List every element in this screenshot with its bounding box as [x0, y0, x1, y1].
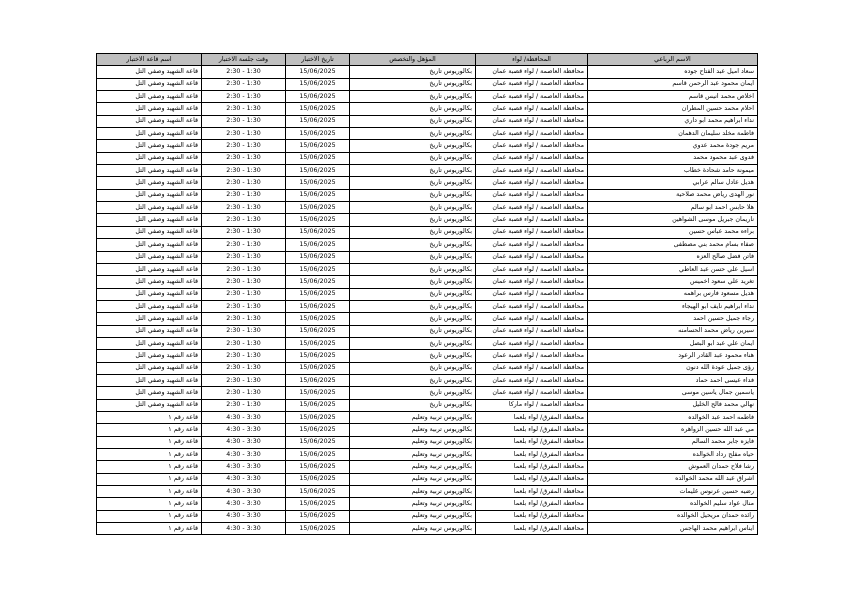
table-row: [97, 337, 758, 349]
governorate-cell: محافظة العاصمة / لواء قصبة عمان: [476, 362, 588, 374]
session-time-cell: 3:30 - 4:30: [202, 523, 286, 535]
full-name-cell: منال عواد سليم الخوالده: [588, 498, 758, 510]
exam-date-cell: 15/06/2025: [286, 78, 350, 90]
governorate-cell: محافظة المفرق/ لواء بلعما: [476, 473, 588, 485]
governorate-cell: محافظة المفرق/ لواء بلعما: [476, 461, 588, 473]
session-time-cell: 1:30 - 2:30: [202, 313, 286, 325]
exam-date-cell: 15/06/2025: [286, 461, 350, 473]
exam-schedule-table: [96, 53, 758, 535]
exam-date-cell: 15/06/2025: [286, 263, 350, 275]
governorate-cell: محافظة العاصمة / لواء قصبة عمان: [476, 66, 588, 78]
header-full-name: الاسم الرباعي: [588, 54, 758, 66]
governorate-cell: محافظة العاصمة / لواء قصبة عمان: [476, 165, 588, 177]
governorate-cell: محافظة العاصمة / لواء قصبة عمان: [476, 115, 588, 127]
exam-hall-cell: قاعة الشهيد وصفي التل: [97, 115, 202, 127]
qualification-cell: بكالوريوس تاريخ: [350, 66, 476, 78]
full-name-cell: اسيل علي حسن عبد العاطي: [588, 263, 758, 275]
exam-hall-cell: قاعة الشهيد وصفي التل: [97, 78, 202, 90]
table-row: [97, 411, 758, 423]
qualification-cell: بكالوريوس تاريخ: [350, 350, 476, 362]
full-name-cell: ناريمان جبريل موسى الشواهين: [588, 214, 758, 226]
qualification-cell: بكالوريوس تاريخ: [350, 399, 476, 411]
exam-hall-cell: قاعة الشهيد وصفي التل: [97, 251, 202, 263]
header-exam-hall: اسم قاعة الاختبار: [97, 54, 202, 66]
table-row: [97, 78, 758, 90]
exam-hall-cell: قاعة رقم ١: [97, 461, 202, 473]
qualification-cell: بكالوريوس تربية وتعليم: [350, 424, 476, 436]
full-name-cell: براءه محمد عباس حسين: [588, 226, 758, 238]
full-name-cell: هناء محمود عبد القادر الرعود: [588, 350, 758, 362]
governorate-cell: محافظة العاصمة / لواء قصبة عمان: [476, 91, 588, 103]
exam-hall-cell: قاعة الشهيد وصفي التل: [97, 103, 202, 115]
full-name-cell: رشا فلاح حمدان العموش: [588, 461, 758, 473]
exam-hall-cell: قاعة الشهيد وصفي التل: [97, 202, 202, 214]
governorate-cell: محافظة العاصمة / لواء قصبة عمان: [476, 239, 588, 251]
exam-hall-cell: قاعة الشهيد وصفي التل: [97, 337, 202, 349]
exam-date-cell: 15/06/2025: [286, 337, 350, 349]
full-name-cell: مي عبد الله حسين الزواهره: [588, 424, 758, 436]
governorate-cell: محافظة العاصمة / لواء قصبة عمان: [476, 325, 588, 337]
full-name-cell: ايناس ابراهيم محمد الهاجس: [588, 523, 758, 535]
exam-hall-cell: قاعة الشهيد وصفي التل: [97, 387, 202, 399]
governorate-cell: محافظة العاصمة / لواء قصبة عمان: [476, 263, 588, 275]
exam-hall-cell: قاعة رقم ١: [97, 486, 202, 498]
table-row: [97, 510, 758, 522]
qualification-cell: بكالوريوس تاريخ: [350, 325, 476, 337]
exam-date-cell: 15/06/2025: [286, 276, 350, 288]
full-name-cell: فايزه جابر محمد السالم: [588, 436, 758, 448]
governorate-cell: محافظة العاصمة / لواء قصبة عمان: [476, 226, 588, 238]
exam-hall-cell: قاعة رقم ١: [97, 498, 202, 510]
governorate-cell: محافظة العاصمة / لواء قصبة عمان: [476, 251, 588, 263]
table-row: [97, 103, 758, 115]
table-row: [97, 177, 758, 189]
exam-hall-cell: قاعة الشهيد وصفي التل: [97, 214, 202, 226]
qualification-cell: بكالوريوس تاريخ: [350, 152, 476, 164]
table-row: [97, 189, 758, 201]
table-row: [97, 424, 758, 436]
exam-date-cell: 15/06/2025: [286, 152, 350, 164]
full-name-cell: نهالي محمد فالح الخليل: [588, 399, 758, 411]
table-row: [97, 498, 758, 510]
full-name-cell: رضيه حسين عرنوس غليمات: [588, 486, 758, 498]
full-name-cell: نور الهدى رياض محمد صلاحية: [588, 189, 758, 201]
session-time-cell: 1:30 - 2:30: [202, 78, 286, 90]
exam-date-cell: 15/06/2025: [286, 313, 350, 325]
header-qualification: المؤهل والتخصص: [350, 54, 476, 66]
exam-date-cell: 15/06/2025: [286, 473, 350, 485]
session-time-cell: 1:30 - 2:30: [202, 399, 286, 411]
exam-date-cell: 15/06/2025: [286, 436, 350, 448]
exam-date-cell: 15/06/2025: [286, 202, 350, 214]
qualification-cell: بكالوريوس تربية وتعليم: [350, 510, 476, 522]
full-name-cell: نداء ابراهيم محمد ابو داري: [588, 115, 758, 127]
session-time-cell: 3:30 - 4:30: [202, 461, 286, 473]
table-row: [97, 276, 758, 288]
governorate-cell: محافظة العاصمة / لواء قصبة عمان: [476, 337, 588, 349]
exam-date-cell: 15/06/2025: [286, 300, 350, 312]
exam-hall-cell: قاعة الشهيد وصفي التل: [97, 66, 202, 78]
exam-hall-cell: قاعة الشهيد وصفي التل: [97, 189, 202, 201]
table-row: [97, 300, 758, 312]
table-row: [97, 202, 758, 214]
exam-hall-cell: قاعة رقم ١: [97, 473, 202, 485]
exam-hall-cell: قاعة الشهيد وصفي التل: [97, 177, 202, 189]
exam-hall-cell: قاعة الشهيد وصفي التل: [97, 350, 202, 362]
exam-date-cell: 15/06/2025: [286, 214, 350, 226]
qualification-cell: بكالوريوس تربية وتعليم: [350, 498, 476, 510]
qualification-cell: بكالوريوس تربية وتعليم: [350, 461, 476, 473]
table-row: [97, 115, 758, 127]
exam-hall-cell: قاعة الشهيد وصفي التل: [97, 374, 202, 386]
qualification-cell: بكالوريوس تربية وتعليم: [350, 523, 476, 535]
session-time-cell: 3:30 - 4:30: [202, 473, 286, 485]
exam-date-cell: 15/06/2025: [286, 165, 350, 177]
session-time-cell: 1:30 - 2:30: [202, 387, 286, 399]
governorate-cell: محافظة العاصمة / لواء قصبة عمان: [476, 128, 588, 140]
exam-hall-cell: قاعة الشهيد وصفي التل: [97, 325, 202, 337]
exam-date-cell: 15/06/2025: [286, 399, 350, 411]
full-name-cell: ايمان محمود عبد الرحمن قاسم: [588, 78, 758, 90]
full-name-cell: احلام محمد حسين المطران: [588, 103, 758, 115]
exam-hall-cell: قاعة رقم ١: [97, 436, 202, 448]
governorate-cell: محافظة العاصمة / لواء قصبة عمان: [476, 387, 588, 399]
session-time-cell: 1:30 - 2:30: [202, 177, 286, 189]
exam-hall-cell: قاعة الشهيد وصفي التل: [97, 152, 202, 164]
session-time-cell: 1:30 - 2:30: [202, 263, 286, 275]
exam-hall-cell: قاعة الشهيد وصفي التل: [97, 300, 202, 312]
qualification-cell: بكالوريوس تربية وتعليم: [350, 411, 476, 423]
exam-hall-cell: قاعة الشهيد وصفي التل: [97, 362, 202, 374]
qualification-cell: بكالوريوس تربية وتعليم: [350, 436, 476, 448]
exam-date-cell: 15/06/2025: [286, 523, 350, 535]
session-time-cell: 1:30 - 2:30: [202, 202, 286, 214]
full-name-cell: رائده حمدان مريحيل الخوالده: [588, 510, 758, 522]
table-row: [97, 152, 758, 164]
governorate-cell: محافظة العاصمة / لواء قصبة عمان: [476, 313, 588, 325]
exam-date-cell: 15/06/2025: [286, 66, 350, 78]
session-time-cell: 1:30 - 2:30: [202, 115, 286, 127]
header-governorate: المحافظة/ لواء: [476, 54, 588, 66]
exam-date-cell: 15/06/2025: [286, 498, 350, 510]
exam-date-cell: 15/06/2025: [286, 91, 350, 103]
exam-date-cell: 15/06/2025: [286, 177, 350, 189]
governorate-cell: محافظة المفرق/ لواء بلعما: [476, 510, 588, 522]
qualification-cell: بكالوريوس تاريخ: [350, 165, 476, 177]
session-time-cell: 1:30 - 2:30: [202, 165, 286, 177]
governorate-cell: محافظة المفرق/ لواء بلعما: [476, 449, 588, 461]
session-time-cell: 3:30 - 4:30: [202, 510, 286, 522]
governorate-cell: محافظة العاصمة / لواء قصبة عمان: [476, 276, 588, 288]
table-row: [97, 251, 758, 263]
governorate-cell: محافظة المفرق/ لواء بلعما: [476, 411, 588, 423]
session-time-cell: 1:30 - 2:30: [202, 362, 286, 374]
qualification-cell: بكالوريوس تاريخ: [350, 140, 476, 152]
qualification-cell: بكالوريوس تاريخ: [350, 177, 476, 189]
session-time-cell: 1:30 - 2:30: [202, 152, 286, 164]
governorate-cell: محافظة العاصمة / لواء قصبة عمان: [476, 78, 588, 90]
exam-date-cell: 15/06/2025: [286, 239, 350, 251]
table-row: [97, 165, 758, 177]
qualification-cell: بكالوريوس تربية وتعليم: [350, 449, 476, 461]
exam-date-cell: 15/06/2025: [286, 128, 350, 140]
qualification-cell: بكالوريوس تاريخ: [350, 214, 476, 226]
session-time-cell: 1:30 - 2:30: [202, 350, 286, 362]
full-name-cell: ايمان علي عبد ابو البصل: [588, 337, 758, 349]
qualification-cell: بكالوريوس تاريخ: [350, 189, 476, 201]
full-name-cell: نداء ابراهيم نايف ابو الهيجاء: [588, 300, 758, 312]
exam-hall-cell: قاعة رقم ١: [97, 510, 202, 522]
exam-hall-cell: قاعة الشهيد وصفي التل: [97, 165, 202, 177]
full-name-cell: فاتن فضل صالح العزه: [588, 251, 758, 263]
table-row: [97, 350, 758, 362]
governorate-cell: محافظة المفرق/ لواء بلعما: [476, 486, 588, 498]
session-time-cell: 1:30 - 2:30: [202, 325, 286, 337]
session-time-cell: 1:30 - 2:30: [202, 251, 286, 263]
exam-hall-cell: قاعة رقم ١: [97, 449, 202, 461]
table-row: [97, 449, 758, 461]
full-name-cell: سعاد اميل عبد الفتاح جوده: [588, 66, 758, 78]
qualification-cell: بكالوريوس تاريخ: [350, 374, 476, 386]
qualification-cell: بكالوريوس تاريخ: [350, 387, 476, 399]
table-row: [97, 288, 758, 300]
qualification-cell: بكالوريوس تاريخ: [350, 276, 476, 288]
exam-date-cell: 15/06/2025: [286, 140, 350, 152]
qualification-cell: بكالوريوس تاريخ: [350, 313, 476, 325]
header-session-time: وقت جلسة الاختبار: [202, 54, 286, 66]
qualification-cell: بكالوريوس تاريخ: [350, 288, 476, 300]
session-time-cell: 1:30 - 2:30: [202, 337, 286, 349]
qualification-cell: بكالوريوس تاريخ: [350, 115, 476, 127]
exam-date-cell: 15/06/2025: [286, 449, 350, 461]
full-name-cell: فداء عيسى احمد حماد: [588, 374, 758, 386]
exam-hall-cell: قاعة الشهيد وصفي التل: [97, 226, 202, 238]
table-row: [97, 399, 758, 411]
governorate-cell: محافظة العاصمة / لواء قصبة عمان: [476, 350, 588, 362]
full-name-cell: مريم جودة محمد عدوي: [588, 140, 758, 152]
qualification-cell: بكالوريوس تاريخ: [350, 78, 476, 90]
qualification-cell: بكالوريوس تاريخ: [350, 226, 476, 238]
session-time-cell: 3:30 - 4:30: [202, 498, 286, 510]
exam-date-cell: 15/06/2025: [286, 325, 350, 337]
exam-hall-cell: قاعة الشهيد وصفي التل: [97, 399, 202, 411]
qualification-cell: بكالوريوس تاريخ: [350, 103, 476, 115]
session-time-cell: 3:30 - 4:30: [202, 411, 286, 423]
exam-hall-cell: قاعة رقم ١: [97, 411, 202, 423]
table-row: [97, 214, 758, 226]
session-time-cell: 1:30 - 2:30: [202, 239, 286, 251]
exam-date-cell: 15/06/2025: [286, 115, 350, 127]
governorate-cell: محافظة العاصمة / لواء قصبة عمان: [476, 374, 588, 386]
exam-hall-cell: قاعة رقم ١: [97, 424, 202, 436]
table-row: [97, 523, 758, 535]
table-row: [97, 387, 758, 399]
qualification-cell: بكالوريوس تاريخ: [350, 300, 476, 312]
table-row: [97, 473, 758, 485]
governorate-cell: محافظة العاصمة / لواء قصبة عمان: [476, 103, 588, 115]
header-exam-date: تاريخ الاختبار: [286, 54, 350, 66]
session-time-cell: 3:30 - 4:30: [202, 424, 286, 436]
exam-date-cell: 15/06/2025: [286, 350, 350, 362]
table-row: [97, 226, 758, 238]
exam-date-cell: 15/06/2025: [286, 288, 350, 300]
exam-date-cell: 15/06/2025: [286, 189, 350, 201]
header-row: [97, 54, 758, 66]
full-name-cell: فدوى عبد محمود محمد: [588, 152, 758, 164]
full-name-cell: فاطمة مخلد سليمان الدهمان: [588, 128, 758, 140]
session-time-cell: 1:30 - 2:30: [202, 226, 286, 238]
session-time-cell: 1:30 - 2:30: [202, 374, 286, 386]
full-name-cell: هديل مسعود فارس براهمه: [588, 288, 758, 300]
qualification-cell: بكالوريوس تاريخ: [350, 239, 476, 251]
table-row: [97, 66, 758, 78]
table-row: [97, 91, 758, 103]
exam-hall-cell: قاعة الشهيد وصفي التل: [97, 276, 202, 288]
table-row: [97, 239, 758, 251]
exam-hall-cell: قاعة الشهيد وصفي التل: [97, 263, 202, 275]
session-time-cell: 1:30 - 2:30: [202, 276, 286, 288]
table-row: [97, 374, 758, 386]
session-time-cell: 1:30 - 2:30: [202, 103, 286, 115]
exam-date-cell: 15/06/2025: [286, 424, 350, 436]
session-time-cell: 1:30 - 2:30: [202, 189, 286, 201]
exam-hall-cell: قاعة الشهيد وصفي التل: [97, 288, 202, 300]
full-name-cell: اشراق عبد الله محمد الخوالده: [588, 473, 758, 485]
governorate-cell: محافظة العاصمة / لواء ماركا: [476, 399, 588, 411]
table-row: [97, 362, 758, 374]
session-time-cell: 1:30 - 2:30: [202, 91, 286, 103]
full-name-cell: هلا حابس احمد ابو سالم: [588, 202, 758, 214]
full-name-cell: تغريد علي سعود اخميس: [588, 276, 758, 288]
exam-date-cell: 15/06/2025: [286, 374, 350, 386]
qualification-cell: بكالوريوس تربية وتعليم: [350, 486, 476, 498]
governorate-cell: محافظة العاصمة / لواء قصبة عمان: [476, 177, 588, 189]
session-time-cell: 1:30 - 2:30: [202, 300, 286, 312]
session-time-cell: 3:30 - 4:30: [202, 436, 286, 448]
governorate-cell: محافظة العاصمة / لواء قصبة عمان: [476, 140, 588, 152]
session-time-cell: 1:30 - 2:30: [202, 288, 286, 300]
table-row: [97, 486, 758, 498]
qualification-cell: بكالوريوس تاريخ: [350, 251, 476, 263]
qualification-cell: بكالوريوس تاريخ: [350, 91, 476, 103]
session-time-cell: 3:30 - 4:30: [202, 486, 286, 498]
session-time-cell: 1:30 - 2:30: [202, 66, 286, 78]
qualification-cell: بكالوريوس تاريخ: [350, 337, 476, 349]
exam-date-cell: 15/06/2025: [286, 411, 350, 423]
session-time-cell: 1:30 - 2:30: [202, 140, 286, 152]
exam-date-cell: 15/06/2025: [286, 387, 350, 399]
governorate-cell: محافظة العاصمة / لواء قصبة عمان: [476, 189, 588, 201]
governorate-cell: محافظة المفرق/ لواء بلعما: [476, 424, 588, 436]
full-name-cell: حياه مفلح رداد الخوالده: [588, 449, 758, 461]
exam-date-cell: 15/06/2025: [286, 486, 350, 498]
governorate-cell: محافظة المفرق/ لواء بلعما: [476, 523, 588, 535]
exam-hall-cell: قاعة الشهيد وصفي التل: [97, 313, 202, 325]
governorate-cell: محافظة العاصمة / لواء قصبة عمان: [476, 152, 588, 164]
table-row: [97, 325, 758, 337]
session-time-cell: 1:30 - 2:30: [202, 128, 286, 140]
exam-hall-cell: قاعة الشهيد وصفي التل: [97, 128, 202, 140]
exam-hall-cell: قاعة الشهيد وصفي التل: [97, 239, 202, 251]
qualification-cell: بكالوريوس تربية وتعليم: [350, 473, 476, 485]
full-name-cell: ياسمين جمال ياسين موسى: [588, 387, 758, 399]
table-row: [97, 461, 758, 473]
table-row: [97, 263, 758, 275]
table-row: [97, 140, 758, 152]
full-name-cell: سيرين رياض محمد الحسامنه: [588, 325, 758, 337]
qualification-cell: بكالوريوس تاريخ: [350, 128, 476, 140]
governorate-cell: محافظة العاصمة / لواء قصبة عمان: [476, 300, 588, 312]
session-time-cell: 1:30 - 2:30: [202, 214, 286, 226]
full-name-cell: هديل عادل سالم عرابي: [588, 177, 758, 189]
table-row: [97, 436, 758, 448]
exam-date-cell: 15/06/2025: [286, 103, 350, 115]
qualification-cell: بكالوريوس تاريخ: [350, 362, 476, 374]
qualification-cell: بكالوريوس تاريخ: [350, 202, 476, 214]
exam-hall-cell: قاعة الشهيد وصفي التل: [97, 91, 202, 103]
governorate-cell: محافظة العاصمة / لواء قصبة عمان: [476, 202, 588, 214]
full-name-cell: رجاء جميل حسين احمد: [588, 313, 758, 325]
session-time-cell: 3:30 - 4:30: [202, 449, 286, 461]
full-name-cell: ميمونة حامد شحادة خطاب: [588, 165, 758, 177]
governorate-cell: محافظة المفرق/ لواء بلعما: [476, 436, 588, 448]
governorate-cell: محافظة العاصمة / لواء قصبة عمان: [476, 214, 588, 226]
governorate-cell: محافظة المفرق/ لواء بلعما: [476, 498, 588, 510]
table-row: [97, 128, 758, 140]
qualification-cell: بكالوريوس تاريخ: [350, 263, 476, 275]
full-name-cell: صفاء بسام محمد بني مصطفى: [588, 239, 758, 251]
exam-date-cell: 15/06/2025: [286, 226, 350, 238]
exam-hall-cell: قاعة رقم ١: [97, 523, 202, 535]
table-row: [97, 313, 758, 325]
full-name-cell: رؤى جميل عودة الله دنون: [588, 362, 758, 374]
exam-date-cell: 15/06/2025: [286, 251, 350, 263]
exam-date-cell: 15/06/2025: [286, 510, 350, 522]
full-name-cell: اخلاص محمد انيس قاسم: [588, 91, 758, 103]
full-name-cell: فاطمه احمد عبد الخوالده: [588, 411, 758, 423]
governorate-cell: محافظة العاصمة / لواء قصبة عمان: [476, 288, 588, 300]
exam-hall-cell: قاعة الشهيد وصفي التل: [97, 140, 202, 152]
exam-date-cell: 15/06/2025: [286, 362, 350, 374]
